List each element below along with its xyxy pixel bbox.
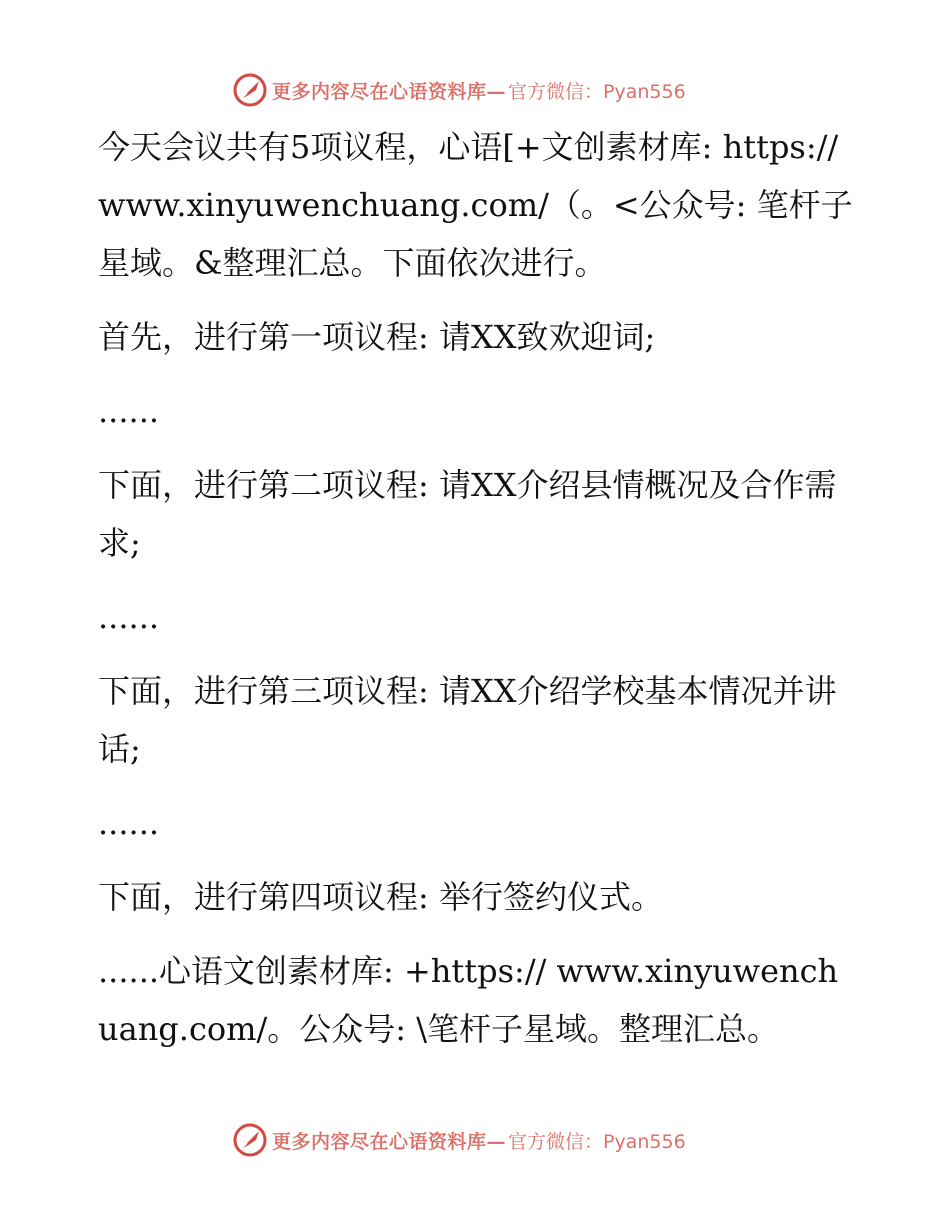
ellipsis-2: ...... — [98, 598, 160, 636]
watermark-text-left: 更多内容尽在心语资料库— — [272, 80, 507, 103]
footer-watermark — [232, 1120, 686, 1160]
watermark-text-right: 官方微信：Pyan556 — [508, 1130, 686, 1153]
paragraph-agenda-1: 首先，进行第一项议程: 请XX致欢迎词; — [98, 318, 656, 356]
quill-pen-logo-icon — [232, 1122, 268, 1158]
watermark-text-left: 更多内容尽在心语资料库— — [272, 1130, 507, 1153]
paragraph-agenda-4: 下面，进行第四项议程: 举行签约仪式。 — [98, 878, 663, 916]
ellipsis-3: ...... — [98, 804, 160, 842]
paragraph-closing: ......心语文创素材库: +https:// www.xinyuwenchuang.com/。公众号: \笔杆子星域。整理汇总。 — [98, 952, 839, 1048]
header-watermark — [232, 70, 686, 110]
paragraph-agenda-2: 下面，进行第二项议程: 请XX介绍县情概况及合作需求; — [98, 466, 837, 562]
ellipsis-1: ...... — [98, 392, 160, 430]
document-body — [98, 118, 858, 1058]
paragraph-intro: 今天会议共有5项议程，心语[+文创素材库: https://www.xinyuwenchuang.com/（。<公众号: 笔杆子星域。&整理汇总。下面依次进行。 — [98, 128, 853, 282]
quill-pen-logo-icon — [232, 72, 268, 108]
watermark-text-right: 官方微信：Pyan556 — [508, 80, 686, 103]
paragraph-agenda-3: 下面，进行第三项议程: 请XX介绍学校基本情况并讲话; — [98, 672, 837, 768]
